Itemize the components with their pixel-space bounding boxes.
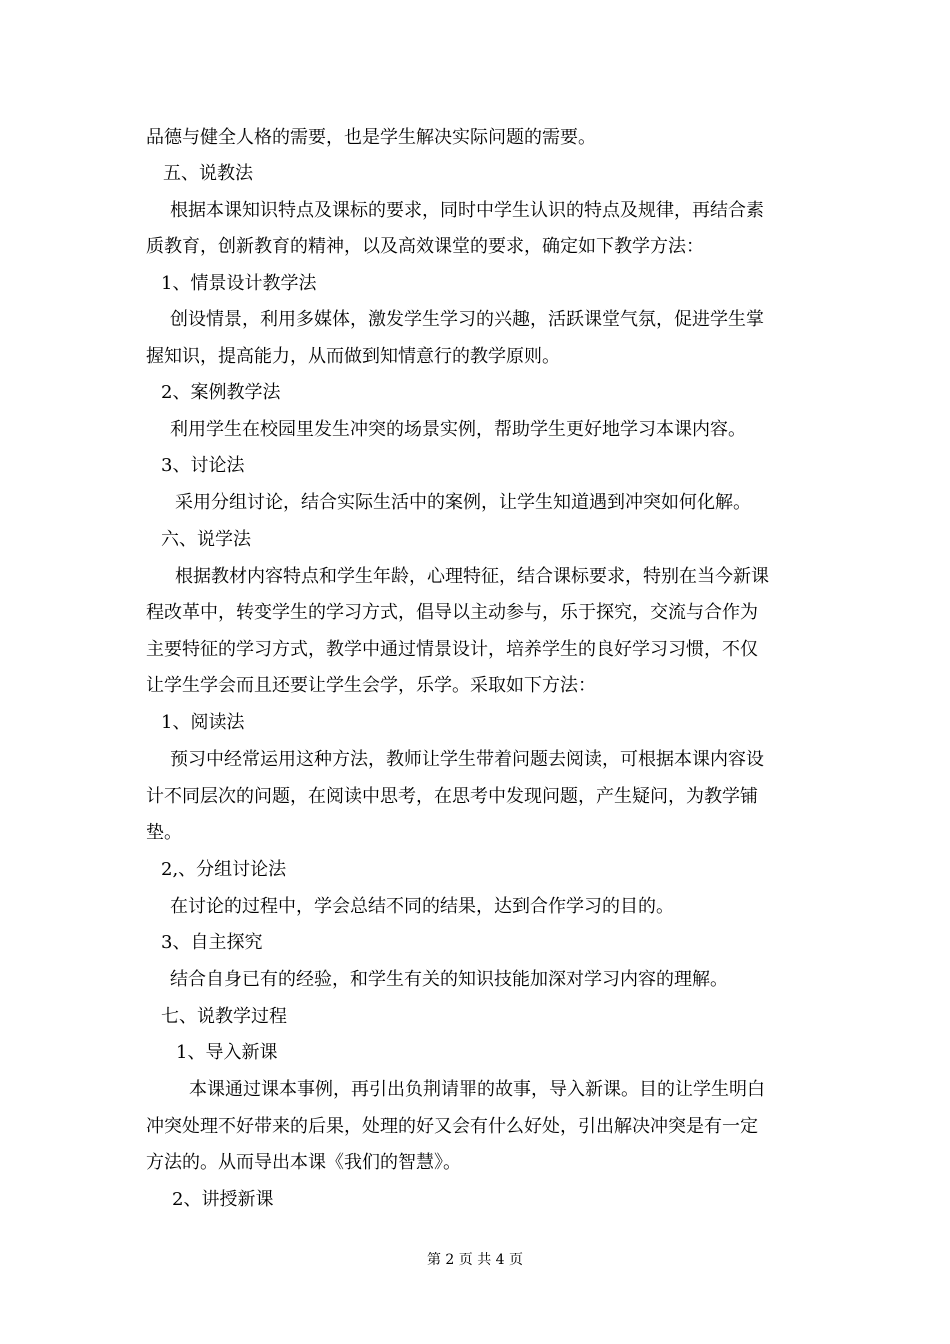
text-line: 预习中经常运用这种方法，教师让学生带着问题去阅读，可根据本课内容设	[170, 749, 764, 770]
subsection-heading: 2、讲授新课	[172, 1189, 274, 1210]
subsection-heading: 1、情景设计教学法	[161, 273, 317, 294]
text-line: 品德与健全人格的需要，也是学生解决实际问题的需要。	[146, 127, 596, 148]
page-footer: 第 2 页 共 4 页	[426, 1252, 524, 1268]
text-line: 本课通过课本事例，再引出负荆请罪的故事，导入新课。目的让学生明白	[189, 1079, 765, 1100]
text-line: 创设情景，利用多媒体，激发学生学习的兴趣，活跃课堂气氛，促进学生掌	[170, 309, 764, 330]
text-line: 程改革中，转变学生的学习方式，倡导以主动参与，乐于探究，交流与合作为	[146, 602, 758, 623]
text-line: 垫。	[146, 822, 182, 843]
subsection-heading: 3、自主探究	[161, 932, 263, 953]
subsection-heading: 1、阅读法	[161, 712, 245, 733]
subsection-heading: 2,、分组讨论法	[161, 859, 287, 880]
text-line: 主要特征的学习方式，教学中通过情景设计，培养学生的良好学习习惯，不仅	[146, 639, 758, 660]
section-heading: 七、说教学过程	[161, 1006, 287, 1027]
section-heading: 六、说学法	[161, 529, 251, 550]
subsection-heading: 2、案例教学法	[161, 382, 281, 403]
subsection-heading: 3、讨论法	[161, 455, 245, 476]
text-line: 利用学生在校园里发生冲突的场景实例，帮助学生更好地学习本课内容。	[170, 419, 746, 440]
text-line: 根据教材内容特点和学生年龄，心理特征，结合课标要求，特别在当今新课	[175, 566, 769, 587]
text-line: 计不同层次的问题，在阅读中思考，在思考中发现问题，产生疑问，为教学铺	[146, 786, 758, 807]
text-line: 让学生学会而且还要让学生会学，乐学。采取如下方法：	[146, 675, 596, 696]
text-line: 冲突处理不好带来的后果，处理的好又会有什么好处，引出解决冲突是有一定	[146, 1116, 758, 1137]
subsection-heading: 1、导入新课	[176, 1042, 278, 1063]
text-line: 质教育，创新教育的精神，以及高效课堂的要求，确定如下教学方法：	[146, 236, 704, 257]
text-line: 结合自身已有的经验，和学生有关的知识技能加深对学习内容的理解。	[170, 969, 728, 990]
text-line: 采用分组讨论，结合实际生活中的案例，让学生知道遇到冲突如何化解。	[175, 492, 751, 513]
text-line: 方法的。从而导出本课《我们的智慧》。	[146, 1152, 461, 1173]
text-line: 握知识，提高能力，从而做到知情意行的教学原则。	[146, 346, 560, 367]
text-line: 根据本课知识特点及课标的要求，同时中学生认识的特点及规律，再结合素	[170, 200, 764, 221]
text-line: 在讨论的过程中，学会总结不同的结果，达到合作学习的目的。	[170, 896, 674, 917]
section-heading: 五、说教法	[163, 163, 253, 184]
